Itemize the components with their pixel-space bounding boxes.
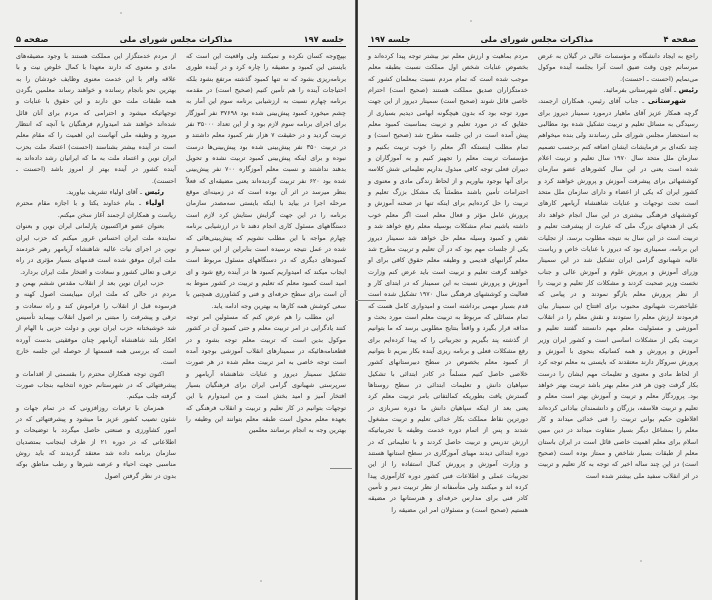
- page-right: [356, 0, 712, 600]
- margin-mark: [356, 300, 386, 301]
- speaker-name: شهرستانی: [648, 97, 686, 106]
- paragraph: راجع به ایجاد دانشگاه و مؤسسات عالی در گیلان به عرض میرسانم چون وقت ضیق است آنرا بجلسه آینده موکول می‌نمایم (احسنت ـ احسنت).: [538, 52, 698, 83]
- speaker-name: اولیاء: [145, 199, 164, 208]
- speaker-paragraph: [538, 96, 698, 482]
- page-number: صفحه ۵: [16, 34, 49, 44]
- paragraph: بعنوان عضو فراکسیون پارلمانی ایران نوین و بعنوان نماینده ملت ایران احساس غرور میکنم که حزب ایران نوین در اجرای نیات عالیه شاهنشاه آریامهر رهبر خردمند ملت ایران موفق شده است قدمهای بسیار مؤثری در راه ترقی و تعالی کشور و سعادت و افتخار ملت ایران بردارد.: [16, 222, 176, 276]
- page-number: صفحه ۴: [663, 34, 696, 44]
- margin-mark: [330, 468, 352, 469]
- scan-speck: [640, 560, 642, 562]
- paragraph: این مطلب را هم عرض کنم که مسئولین امر توجه کنند یادگرایی در امر تربیت معلم و حتی کمبود آن در کشور موکول بدین است که تربیت معلم توجه بشود و در قطعنامه‌هائیکه در سمینارهای انقلاب آموزشی بوجود آمده است توجه خاصی به امر تربیت معلم شده در هر صورت تشکیل سمینار دیروز و عنایات شاهنشاه آریامهر و سرپرستی شهبانوی گرامی ایران برای فرهنگیان بسیار افتخار آمیز و امید بخش است و من امیدوارم با این توجهات بتوانیم در کار تعلیم و تربیت و انقلاب فرهنگی که بعهده معلم محول است طبقه معلم بتوانند این وظیفه را بهترین وجه به انجام برسانند معلمین: [186, 312, 346, 435]
- speech-text: ـ آقای اولیاء تشریف بیاورید.: [66, 188, 143, 197]
- publication-title: مذاکرات مجلس شورای ملی: [480, 34, 594, 44]
- text-columns: [14, 51, 346, 482]
- scan-speck: [260, 580, 262, 582]
- speech-text: ـ آقای شهرستانی بفرمائید.: [603, 86, 677, 95]
- paragraph: همزمان با ترقیات روزافزونی که در تمام جهات و شئون نصیب کشور عزیز ما میشود و پیشرفتهائی که در امور کشاورزی و صنعتی حاصل میگردد با توضیحات و اطلاعاتی که در دوره ۲۱ از طرف اینجانب بمتصدیان سازمان برنامه داده شد معتقد گردیدند که باید روش مناسبی جهت احیاء و عرضه شیرها و رطب مناطق بوکه بدون در نظر گرفتن اصول: [16, 403, 176, 480]
- speaker-paragraph: [16, 187, 176, 198]
- speaker-name: رئیس: [144, 188, 164, 197]
- paragraph: مردم بماهیت و ارزش معلم نیز بیشتر توجه پیدا کرده‌اند و بخصوص عنایات شخص اول مملکت نسبت بطبقه معلم موجب شده است که تمام مردم نسبت بمعلمان کشور که خدمتگزاران صدیق مملکت هستند (صحیح است) احترام خاصی قائل شوند (صحیح است) سمینار دیروز از این جهت مورد توجه بود که بدون هیچگونه ابهامی دیدیم بسیاری از حقایق که در مورد تعلیم و تربیت بمناسبت کمبود معلم پیش آمده است در این جلسه مطرح شد (صحیح است) و تمام مطلب اینستکه اگر معلم را خوب تربیت بکنیم و مؤسسات تربیت معلم را تجهیز کنیم و به آموزگاران و دبیران فعلی توجه کافی مبذول بداریم تعلیماتی شش کلاسه برای آنها بوجود بیاوریم و از لحاظ زندگی مادی و معنوی و احترامات تأمین باشند مطمئناً یک مشکل بزرگ تعلیم و تربیت را حل کرده‌ایم برای اینکه تنها در صحنه آموزش و پرورش عامل مؤثر و فعال معلم است اگر معلم خوب داشته باشیم تمام مشکلات بوسیله معلم رفع خواهد شد و نقص و کمبود وسیله معلم حل خواهد شد سمینار دیروز یکی از جلسات مهم بود که در آن تعلیم و تربیت مطرح شد معلم گرانبهای قدیمی و وظیفه معلم حقوق کافی برای او خواهند گرفت تعلیم و تربیت است باید عرض کنم وزارت آموزش و پرورش نسبت به این سمینار که در ابتدای کار و فعالیت و کوششهای فرهنگی سال ۱۹۷۰ تشکیل شده است قدم بسیار مهمی برداشته است و امیدواری کامل هست که تمام مسائلی که مربوط به تربیت معلم است مورد بحث و مداقه قرار بگیرد و واقعاً بنتایج مطلوبی برسد که ما بتوانیم از گذشته پند بگیریم و تجربیاتی را که پیدا کرده‌ایم برای رفع مشکلات فعلی و برنامه ریزی آینده بکار ببریم تا بتوانیم از کمبود معلم بخصوص در سطح دبیرستانهای کشور خلاصی حاصل کنیم مسلماً در کادر ابتدائی با تشکیل سپاهیان دانش و تعلیمات ابتدائی در سطح روستاها گسترش یافت بطوریکه کمالتفاتی بامر تربیت معلم کرد یعنی بعد از اینکه سپاهیان دانش ما دوره سربازی در دورترین نقاط مملکت بکار خدائی تعلیم و تربیت مشغول شدند و پس از اتمام دوره خدمت وظیفه با تجربیاتیکه ارزش تدریس و تربیت حاصل کردند و با تعلیماتی که در دوره ابتدائی دیدند مهیای آموزگاری در سطح استانها هستند و وزارت آموزش و پرورش کمال استفاده را از این تجربیات عملی و اطلاعات فنی کشور دوره کارآموزی پیدا کرده اند و میکنند ولی متأسفانه از نظر تربیت دبیر و تأمین کادر فنی برای مدارس حرفه‌ای و هنرستانها در مضیقه هستیم (صحیح است) و مسئولان امر این مضیقه را: [368, 52, 528, 514]
- speaker-paragraph: [538, 85, 698, 96]
- scan-speck: [470, 20, 472, 22]
- column-right: [186, 51, 346, 482]
- paragraph: اکنون توجه همکاران محترم را بقسمتی از اقدامات و پیشرفتهائی که در شهرستانم حوزه انتخابیه بنجاب صورت گرفته جلب میکنم.: [16, 369, 176, 401]
- running-head: [14, 32, 346, 47]
- speech-text: ـ بنام خداوند یکتا و با اجازه مقام محترم ریاست و همکاران ارجمند آغاز سخن میکنم.: [16, 199, 176, 219]
- paragraph: حزب ایران نوین بعد از انقلاب مقدس ششم بهمن و مردم در حالی که ملت ایران میبایست اصول کهنه و فرسوده قبل از انقلاب را فراموش کند و راه سعادت و ترقی و پیشرفت را مبتنی بر اصول انقلاب بپیماید تأسیس شد خوشبختانه حزب ایران نوین و دولت حزبی با الهام از افکار بلند شاهنشاه آریامهر چنان موفقیتی بدست آورده است که بررسی همه قسمتها از حوصله این جلسه خارج است.: [16, 278, 176, 367]
- column-left: [368, 51, 528, 516]
- speaker-name: رئیس: [678, 86, 698, 95]
- speech-text: ـ جناب آقای رئیس، همکاران ارجمند، گرچه همکار عزیز آقای ماهیار درمورد سمینار دیروز برای رسیدگی به مسائل تعلیم و تربیت تشکیل شده بود مطالبی به استحضار مجلس شورای ملی رساندند ولی بنده میخواهم چند نکته‌ای بر فرمایشات ایشان اضافه کنم برحسب تصمیم سازمان ملل متحد سال ۱۹۷۰ سال تعلیم و تربیت اعلام شده است یعنی در این سال کشورهای عضو سازمان کوششهائی برای پیشرفت آموزش و پرورش خواهند کرد و کشور ایران که یکی از اعضاء و دارای سازمان ملل متحد است تحت توجهات و عنایات شاهنشاه آریامهر کارهای کوششهای فرهنگی بیشتری در این سال انجام خواهد داد یکی از هدفهای بزرگ ملی که عبارت از پیشرفت تعلیم و تربیت است در این سال به نتیجه مطلوب برسد، از تجلیات این برنامه، سمیناری بود که دیروز با عنایات خاص و ریاست عالیه شهبانوی گرامی ایران تشکیل شد در این سمینار وزرای آموزش و پرورش علوم و آموزش عالی و جناب نخست وزیر صحبت کردند و مشکلات کار تعلیم و تربیت را از نظر پرورش معلم بازگو نمودند و در پیامی که علیاحضرت شهبانوی محبوب برای افتتاح این سمینار بیان فرمودند ارزش معلم را ستودند و نقش معلم را در انقلاب آموزشی و مسئولیت معلم مهم دانستند گفتند تعلیم و تربیت یکی از مشکلات اساسی است و کشور ایران وزیر آموزش و پرورش و همه کسانیکه بنحوی با آموزش و پرورش سروکار دارند معتقدند که بایستی به معلم توجه کرد از لحاظ مادی و معنوی و تعلیمات مهم ایشان را درست بکار گرفت چون هر قدر معلم بهتر باشد تربیت بهتر خواهد بود. پروردگار معلم و تربیت و آموزش بهتر است معلم و تعلیم و تربیت فلاسفه، بزرگان و دانشمندان بیادانی کرده‌اند افلاطون حکیم بوانی تربیت را فنی خدائی میداند و کار معلم را بمشاغل دیگر بسیار متفاوت میداند در دین مبین اسلام برای معلم اهمیت خاصی قائل است در ایران باستان معلم از طبقات بسیار شاخص و ممتاز بوده است (صحیح است) در این چند ساله اخیر که توجه به کار تعلیم و تربیت در اثر انقلاب سفید ملی بیشتر شده است: [537, 97, 698, 480]
- speaker-paragraph: [16, 198, 176, 221]
- paragraph: از مردم خدمتگزار این مملکت هستند با وجود مضیقه‌های مادی و معنوی که دارند معهذا با کمال خلوص نیت و با علاقه وافر با این خدمت معنوی وظایف خودشان را به بهترین نحو بانجام رسانده و خواهند رساند معلمین بگردن همه طبقات ملت حق دارند و این حقوق با عنایات و توجهاتیکه میشود و احترامی که مردم برای آنان قائل شده‌اند خواهند شد امیدوارم فرهنگیان با آنچه که انتظار میرود و وظیفه ملی آنهاست این اهمیت را که مقام معلم است در آینده بیشتر بشناسند (احسنت) اعتماد ملت بحزب ایران نوین و اعتماد ملت به ما که ایرانیان رشد داده‌اند به آینده کشور در آینده بهتر از امروز باشد (احسنت ـ احسنت).: [16, 52, 176, 185]
- publication-title: مذاکرات مجلس شورای ملی: [119, 34, 233, 44]
- running-head: [368, 32, 698, 47]
- text-columns: [368, 51, 698, 516]
- scan-speck: [120, 12, 122, 14]
- paragraph: بپیچ‌وجه کسان نکرده و نمیکنند ولی واقعیت این است که بایستی این کمبود و مضیقه را چاره کرد و در آینده طوری برنامه‌ریزی بشود که نه تنها کمبود گذشته مرتفع بشود بلکه احتیاجات آینده را هم تأمین کنیم (صحیح است) در مقدمه برنامه چهارم نسبت به ارزشیابی برنامه سوم این آمار به چشم میخورد کمبود پیش‌بینی شده بود ۳۷۶۹۸ نفر آموزگار برای اجرای برنامه سوم لازم بود و از این تعداد ۳۵۰۰۰ نفر تربیت گردید و در حقیقت ۷ هزار نفر کمبود معلم داشتند و در تربیت ۳۵۰ نفر پیش‌بینی شده بود پیش‌بینی‌ها درست نبوده و برای اینکه پیش‌بینی کمبود تربیت نشده و تحویل بدهند نداشتند و نسبت معلم آموزگاره ۷۰۰ نفر پیش‌بینی شده بود ۶۲۰ نفر تربیت گردیده‌اند یعنی مضیقه‌ای که فعلاً بنظر میرسد در اثر آن بوده است که در زمینه‌ای موقع مرحله اجرا در بیاید با اینکه بایستی سه‌مصدر سازمان برنامه را در این جهت گرایش ستایش کرد لازم است دستگاههای مسئول کاری انجام دهند تا در ارزشیابی برنامه چهارم مواجه با این مطلب نشویم که پیش‌بینی‌هائی که شده در عمل نتیجه نرسیده است بنابراین از این سمینار و کمبودهای دیگری که در دستگاههای مسئول مربوط است ایجاب میکند که امیدواریم کمبود ها در آینده رفع شود و ای امید است کمبود معلم که تعلیم و تربیت در کشور منوط به آن است برای سطح حرفه‌ای و فنی و کشاورزی همچنین با سعی کوشش همه کارها به بهترین وجه ادامه یابد.: [186, 52, 347, 310]
- session-number: جلسه ۱۹۷: [370, 34, 411, 44]
- column-right: [538, 51, 698, 516]
- column-left: [16, 51, 176, 482]
- session-number: جلسه ۱۹۷: [303, 34, 344, 44]
